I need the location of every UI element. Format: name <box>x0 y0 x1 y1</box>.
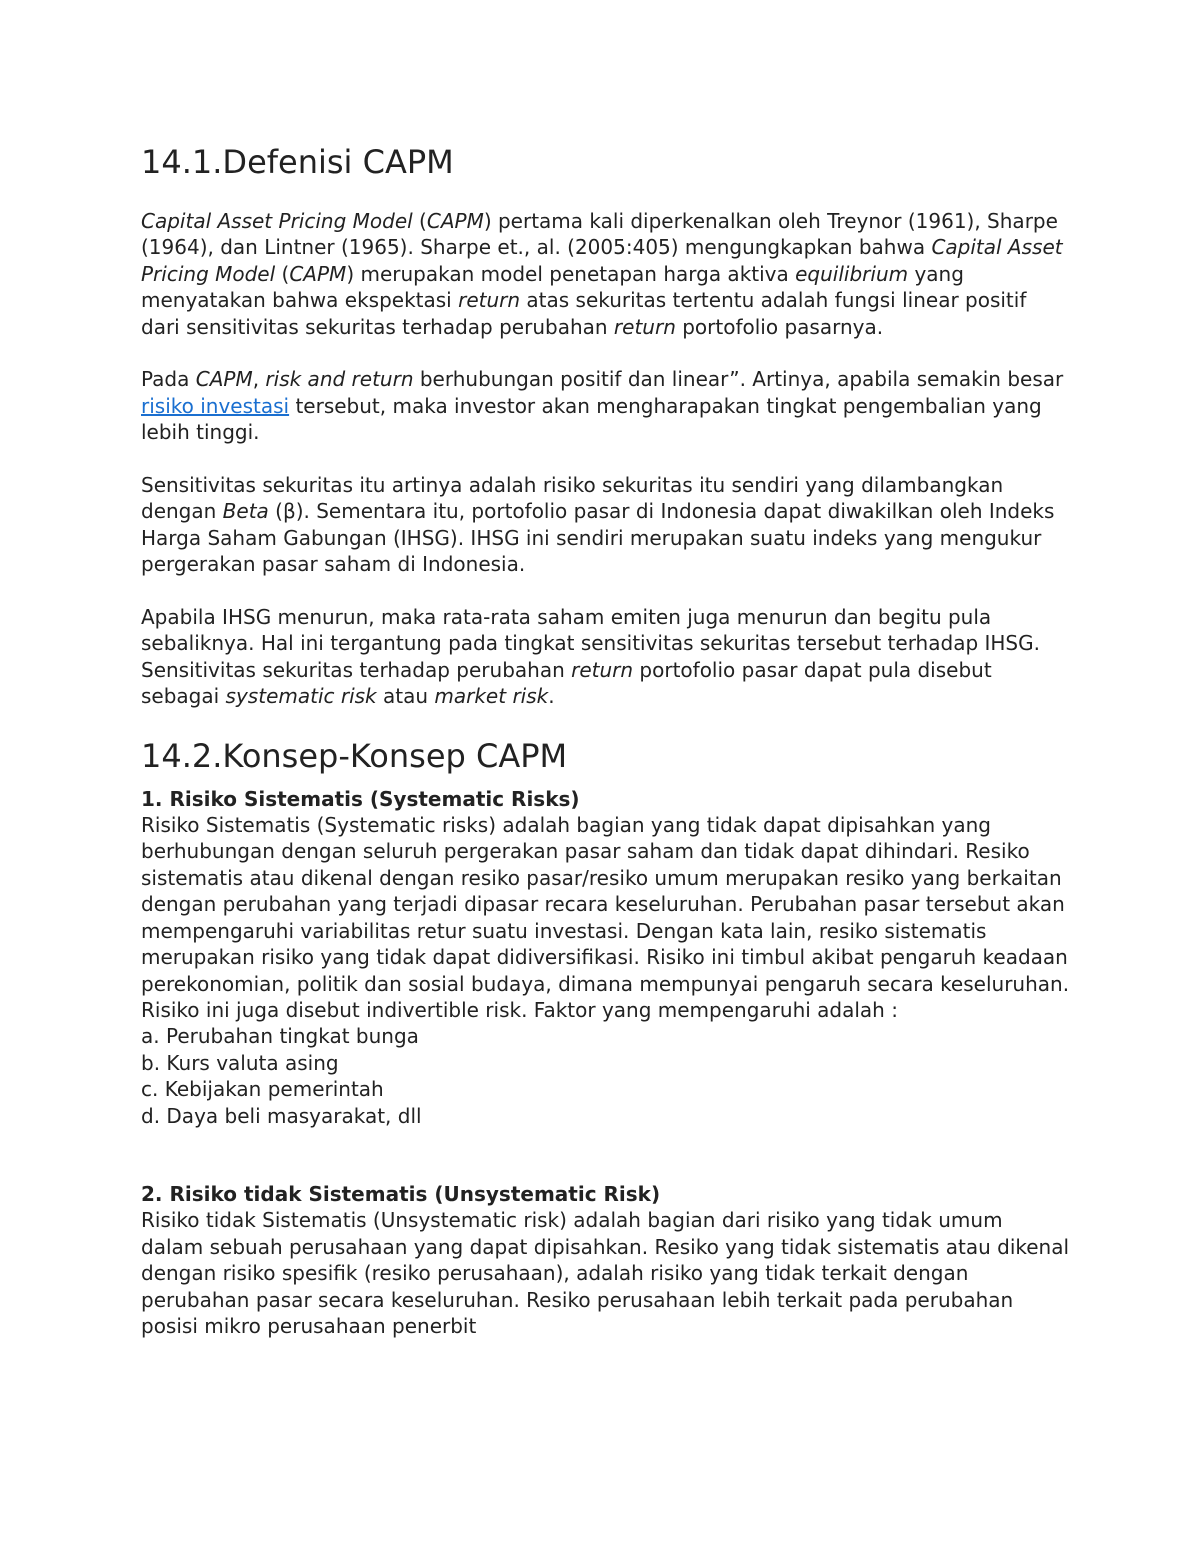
text-run: portofolio pasarnya. <box>675 314 884 339</box>
italic-term: return <box>571 657 634 682</box>
section-heading-konsep-capm: 14.2.Konsep-Konsep CAPM <box>141 736 568 775</box>
systematic-risk-body: Risiko Sistematis (Systematic risks) adalah bagian yang tidak dapat dipisahkan yang berhubungan dengan seluruh pergerakan pasar saham dan tidak dapat dihindari. Resiko sistematis atau dikenal dengan resiko pasar/resiko umum merupakan resiko yang berkaitan dengan perubahan yang terjadi dipasar recara keseluruhan. Perubahan pasar tersebut akan mempengaruhi variabilitas retur suatu investasi. Dengan kata lain, resiko sistematis merupakan risiko yang tidak dapat didiversifikasi. Risiko ini timbul akibat pengaruh keadaan perekonomian, politik dan sosial budaya, dimana mempunyai pengaruh secara keseluruhan. Risiko ini juga disebut indivertible risk. Faktor yang mempengaruhi adalah : <box>141 813 1070 1022</box>
unsystematic-risk-block <box>141 1181 1071 1339</box>
text-run: , <box>252 367 266 392</box>
italic-term: return <box>458 288 521 313</box>
italic-term: Capital Asset Pricing Model <box>141 235 1063 286</box>
italic-term: market risk <box>434 684 549 709</box>
text-run: tersebut, maka investor akan mengharapakan tingkat pengembalian yang lebih tinggi. <box>141 393 1042 445</box>
text-run: ) pertama kali diperkenalkan oleh Treynor (1961), Sharpe (1964), dan Lintner (1965). Sharpe et., al. (2005:405) mengungkapkan bahwa <box>141 209 1058 260</box>
italic-term: risk and return <box>265 367 414 392</box>
text-run: (β). Sementara itu, portofolio pasar di Indonesia dapat diwakilkan oleh Indeks Harga Saham Gabungan (IHSG). IHSG ini sendiri merupakan suatu indeks yang mengukur pergerakan pasar saham di Indonesia. <box>141 499 1055 577</box>
paragraph-capm-definition <box>141 208 1071 340</box>
text-run: ( <box>412 209 427 233</box>
text-run: yang menyatakan bahwa ekspektasi <box>141 261 964 313</box>
document-page <box>141 140 1071 1339</box>
italic-term: CAPM <box>195 367 253 392</box>
italic-term: systematic risk <box>225 684 377 709</box>
unsystematic-risk-body: Risiko tidak Sistematis (Unsystematic risk) adalah bagian dari risiko yang tidak umum dalam sebuah perusahaan yang dapat dipisahkan. Resiko yang tidak sistematis atau dikenal dengan risiko spesifik (resiko perusahaan), adalah risiko yang tidak terkait dengan perubahan pasar secara keseluruhan. Resiko perusahaan lebih terkait pada perubahan posisi mikro perusahaan penerbit <box>141 1208 1070 1338</box>
text-run: portofolio pasar dapat pula disebut sebagai <box>141 657 992 709</box>
text-run: atas sekuritas tertentu adalah fungsi linear positif dari sensitivitas sekuritas terhadap perubahan <box>141 288 1027 339</box>
list-item: a. Perubahan tingkat bunga <box>141 1024 419 1049</box>
text-run: ( <box>275 261 290 286</box>
italic-term: CAPM <box>426 209 484 233</box>
text-run: berhubungan positif dan linear”. Artinya, apabila semakin besar <box>413 367 1064 392</box>
risiko-investasi-link[interactable]: risiko investasi <box>141 393 290 418</box>
list-item: b. Kurs valuta asing <box>141 1050 339 1075</box>
text-run: Pada <box>141 367 196 392</box>
italic-term: equilibrium <box>795 261 909 286</box>
subheading-unsystematic-risk: 2. Risiko tidak Sistematis (Unsystematic Risk) <box>141 1181 661 1206</box>
paragraph-sensitivitas <box>141 472 1071 578</box>
text-run: atau <box>376 684 435 709</box>
italic-term: Capital Asset Pricing Model <box>141 209 413 233</box>
italic-term: Beta <box>222 499 269 524</box>
list-item: c. Kebijakan pemerintah <box>141 1077 384 1102</box>
text-run: . <box>548 684 555 709</box>
section-heading-defenisi-capm: 14.1.Defenisi CAPM <box>141 143 454 181</box>
text-run: ) merupakan model penetapan harga aktiva <box>346 261 796 286</box>
italic-term: CAPM <box>289 261 347 286</box>
text-run: Apabila IHSG menurun, maka rata-rata saham emiten juga menurun dan begitu pula sebaliknya. Hal ini tergantung pada tingkat sensitivitas sekuritas tersebut terhadap IHSG. Sensitivitas sekuritas terhadap perubahan <box>141 605 1040 682</box>
systematic-risk-block <box>141 786 1071 1129</box>
paragraph-risk-return <box>141 366 1071 445</box>
paragraph-ihsg <box>141 604 1071 710</box>
text-run: Sensitivitas sekuritas itu artinya adalah risiko sekuritas itu sendiri yang dilambangkan dengan <box>141 473 1004 524</box>
italic-term: return <box>613 314 676 339</box>
subheading-systematic-risk: 1. Risiko Sistematis (Systematic Risks) <box>141 786 580 811</box>
list-item: d. Daya beli masyarakat, dll <box>141 1103 422 1128</box>
